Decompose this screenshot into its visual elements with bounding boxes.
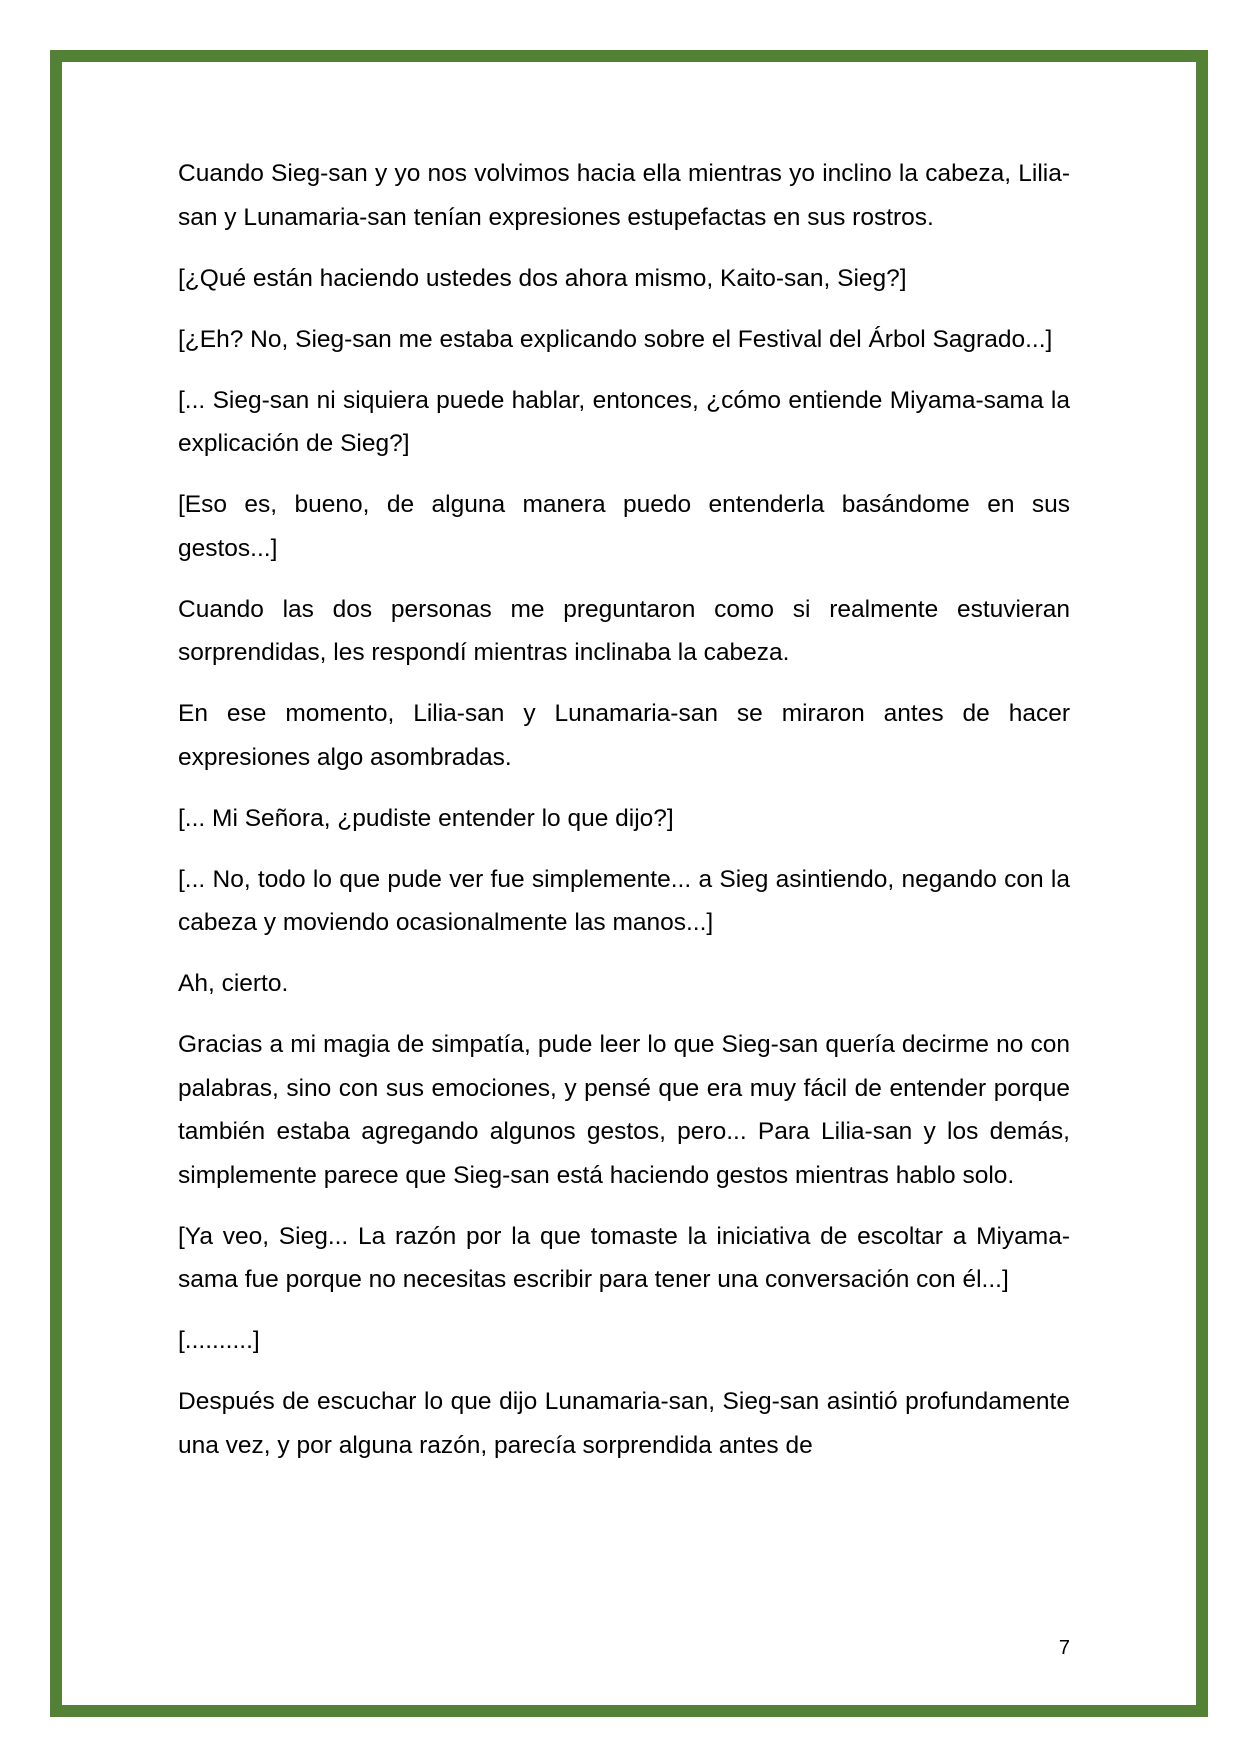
paragraph-6: Cuando las dos personas me preguntaron como si realmente estuvieran sorprendidas, les respondí mientras inclinaba la cabeza. xyxy=(178,595,1070,666)
paragraph-11: Gracias a mi magia de simpatía, pude leer lo que Sieg-san quería decirme no con palabras, sino con sus emociones, y pensé que era muy fácil de entender porque también estaba agregando algunos gestos, pero... Para Lilia-san y los demás, simplemente parece que Sieg-san está haciendo gestos mientras hablo solo. xyxy=(178,1031,1070,1189)
paragraph-8: [... Mi Señora, ¿pudiste entender lo que dijo?] xyxy=(178,804,674,832)
paragraph-4: [... Sieg-san ni siquiera puede hablar, entonces, ¿cómo entiende Miyama-sama la explicación de Sieg?] xyxy=(178,386,1070,457)
paragraph-10: Ah, cierto. xyxy=(178,970,289,997)
paragraph-5: [Eso es, bueno, de alguna manera puedo entenderla basándome en sus gestos...] xyxy=(178,491,1070,562)
paragraph-14: Después de escuchar lo que dijo Lunamaria-san, Sieg-san asintió profundamente una vez, y por alguna razón, parecía sorprendida antes de xyxy=(178,1388,1070,1459)
paragraph-3: [¿Eh? No, Sieg-san me estaba explicando sobre el Festival del Árbol Sagrado...] xyxy=(178,325,1053,353)
paragraph-12: [Ya veo, Sieg... La razón por la que tomaste la iniciativa de escoltar a Miyama-sama fue porque no necesitas escribir para tener una conversación con él...] xyxy=(178,1222,1070,1293)
paragraph-9: [... No, todo lo que pude ver fue simplemente... a Sieg asintiendo, negando con la cabeza y moviendo ocasionalmente las manos...] xyxy=(178,865,1070,936)
paragraph-7: En ese momento, Lilia-san y Lunamaria-san se miraron antes de hacer expresiones algo asombradas. xyxy=(178,700,1070,771)
paragraph-13: [..........] xyxy=(178,1327,260,1354)
paragraph-1: Cuando Sieg-san y yo nos volvimos hacia ella mientras yo inclino la cabeza, Lilia-san y Lunamaria-san tenían expresiones estupefactas en sus rostros. xyxy=(178,160,1070,231)
paragraph-2: [¿Qué están haciendo ustedes dos ahora mismo, Kaito-san, Sieg?] xyxy=(178,264,907,292)
document-body xyxy=(178,152,1070,1467)
page-number: 7 xyxy=(1058,1637,1070,1659)
